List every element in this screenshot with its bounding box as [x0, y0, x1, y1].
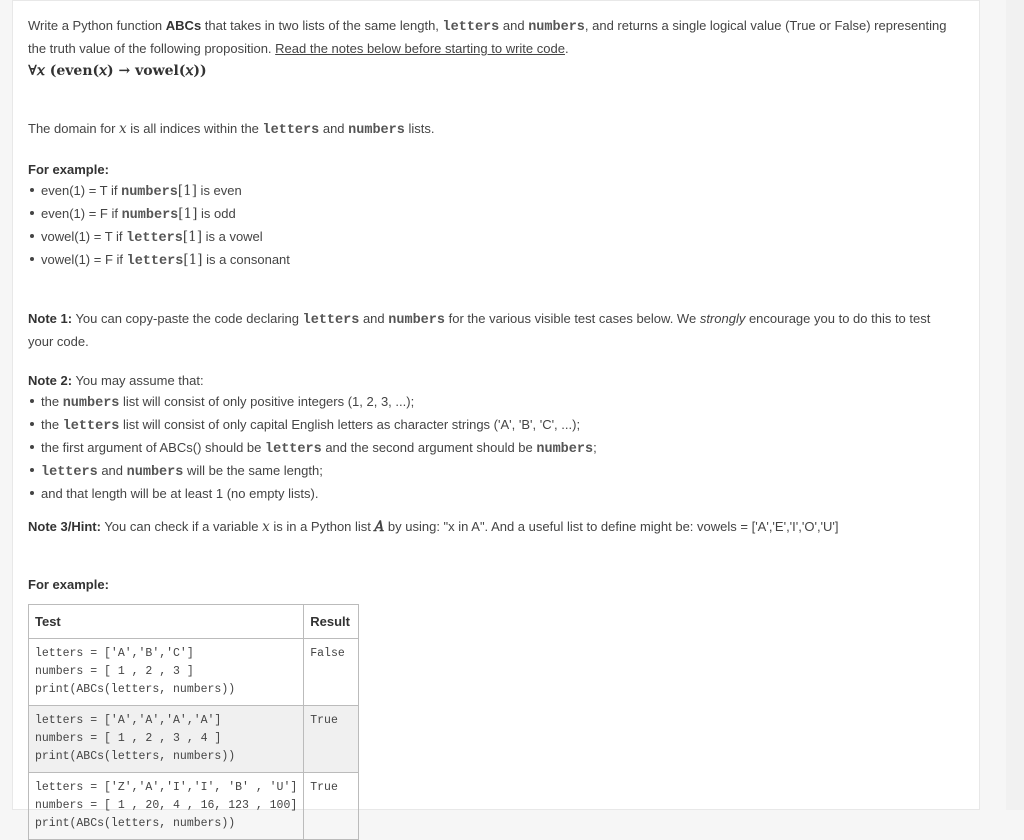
table-heading: For example: — [28, 577, 109, 592]
index: [1] — [177, 183, 197, 199]
domain-text: The domain for — [28, 121, 120, 136]
item-text: even(1) = F if — [41, 206, 122, 221]
math-var: 𝑥 — [262, 519, 270, 535]
spacer — [28, 504, 958, 516]
index: [1] — [182, 229, 202, 245]
read-notes-link[interactable]: Read the notes below before starting to write code — [275, 41, 565, 56]
note1-paragraph — [28, 308, 958, 352]
code-numbers: numbers — [388, 313, 445, 328]
note-text: You can copy-paste the code declaring — [72, 311, 303, 326]
item-text: is a vowel — [201, 229, 263, 244]
item-text: is a consonant — [202, 252, 290, 267]
list-item — [41, 460, 958, 483]
test-code-cell[interactable]: letters = ['A','A','A','A'] numbers = [ 1 , 2 , 3 , 4 ] print(ABCs(letters, numbers)) — [29, 706, 304, 773]
item-text: list will consist of only positive integers (1, 2, 3, ...); — [119, 394, 415, 409]
domain-text: lists. — [404, 121, 435, 136]
item-text: will be the same length; — [183, 463, 323, 478]
note-label: Note 3/Hint: — [28, 519, 101, 534]
note-text: is in a Python list — [269, 519, 375, 534]
emphasis: strongly — [699, 311, 746, 326]
code-numbers: numbers — [126, 465, 184, 480]
item-text: vowel(1) = T if — [41, 229, 127, 244]
list-item — [41, 226, 958, 249]
intro-text: Write a Python function — [28, 18, 166, 33]
code-letters: letters — [62, 419, 120, 434]
item-text: the first argument of ABCs() should be — [41, 440, 265, 455]
question-text — [28, 15, 958, 840]
math-var: 𝐴 — [374, 519, 385, 535]
result-cell: False — [304, 639, 359, 706]
table-row — [29, 706, 359, 773]
list-item — [41, 483, 958, 504]
code-letters: letters — [41, 465, 98, 480]
code-letters: letters — [126, 231, 183, 246]
proposition: ∀𝑥 (even(𝑥) → vowel(𝑥)) — [28, 63, 207, 79]
list-item — [41, 437, 958, 460]
item-text: and that length will be at least 1 (no empty lists). — [41, 486, 319, 501]
domain-text: and — [319, 121, 349, 136]
assumption-list — [28, 391, 958, 504]
index: [1] — [183, 252, 203, 268]
code-letters: letters — [126, 254, 184, 269]
item-text: the — [41, 417, 63, 432]
list-item — [41, 180, 958, 203]
domain-paragraph — [28, 118, 958, 141]
item-text: is even — [196, 183, 242, 198]
code-numbers: numbers — [348, 123, 405, 138]
table-row — [29, 639, 359, 706]
note-text: for the various visible test cases below. We — [444, 311, 700, 326]
note-text: You can check if a variable — [100, 519, 263, 534]
example-heading: For example: — [28, 162, 109, 177]
note-text: and — [359, 311, 389, 326]
domain-text: is all indices within the — [126, 121, 263, 136]
code-letters: letters — [265, 442, 322, 457]
note-text: by using: "x in A". And a useful list to define might be: vowels = ['A','E','I','O','U'] — [384, 519, 839, 534]
code-numbers: numbers — [62, 396, 120, 411]
intro-text: . — [564, 41, 569, 56]
code-numbers: numbers — [121, 208, 179, 223]
math-var: 𝑥 — [119, 121, 127, 137]
list-item — [41, 391, 958, 414]
index: [1] — [178, 206, 198, 222]
function-name: ABCs — [165, 18, 202, 33]
intro-paragraph — [28, 15, 958, 59]
table-header-row — [29, 605, 359, 639]
spacer — [28, 352, 958, 370]
spacer — [28, 538, 958, 574]
spacer — [28, 272, 958, 308]
item-text: is odd — [197, 206, 236, 221]
code-letters: letters — [262, 123, 320, 138]
item-text: the — [41, 394, 63, 409]
table-row — [29, 773, 359, 840]
scrollbar-track[interactable] — [1006, 0, 1024, 810]
code-numbers: numbers — [121, 185, 178, 200]
note-label: Note 1: — [28, 311, 73, 326]
item-text: vowel(1) = F if — [41, 252, 127, 267]
test-table — [28, 604, 359, 840]
note-text: You may assume that: — [72, 373, 204, 388]
column-header-result: Result — [304, 605, 359, 639]
item-text: ; — [593, 440, 597, 455]
item-text: list will consist of only capital English letters as character strings ('A', 'B', 'C', ...); — [119, 417, 581, 432]
note-text: encourage you to do this to test your code. — [28, 311, 931, 349]
item-text: and the second argument should be — [321, 440, 537, 455]
note2-paragraph — [28, 370, 958, 391]
list-item — [41, 203, 958, 226]
test-code-cell[interactable]: letters = ['Z','A','I','I', 'B' , 'U'] numbers = [ 1 , 20, 4 , 16, 123 , 100] print(ABCs(letters, numbers)) — [29, 773, 304, 840]
intro-text: that takes in two lists of the same length, — [201, 18, 443, 33]
note3-paragraph — [28, 516, 958, 538]
note-label: Note 2: — [28, 373, 73, 388]
item-text: even(1) = T if — [41, 183, 122, 198]
item-text: and — [97, 463, 127, 478]
code-numbers: numbers — [536, 442, 594, 457]
spacer — [28, 82, 958, 118]
example-list — [28, 180, 958, 272]
code-numbers: numbers — [528, 20, 585, 35]
code-letters: letters — [442, 20, 500, 35]
result-cell: True — [304, 706, 359, 773]
test-code-cell[interactable]: letters = ['A','B','C'] numbers = [ 1 , 2 , 3 ] print(ABCs(letters, numbers)) — [29, 639, 304, 706]
spacer — [28, 141, 958, 159]
intro-text: and — [499, 18, 529, 33]
list-item — [41, 249, 958, 272]
intro-text: , and returns a single logical value (True or False) representing the truth value of the following proposition. — [28, 18, 947, 56]
code-letters: letters — [302, 313, 360, 328]
result-cell: True — [304, 773, 359, 840]
column-header-test: Test — [29, 605, 304, 639]
list-item — [41, 414, 958, 437]
